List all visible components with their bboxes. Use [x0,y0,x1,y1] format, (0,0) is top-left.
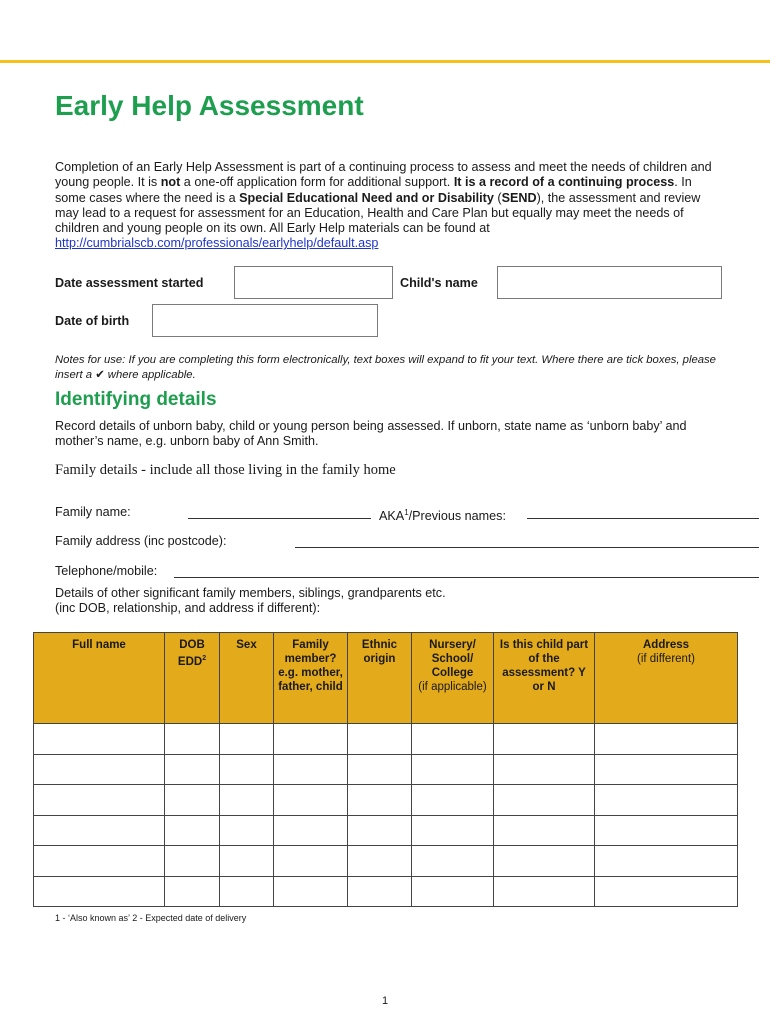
table-cell-input[interactable] [412,815,494,846]
table-cell-input[interactable] [348,846,412,877]
table-cell-input[interactable] [165,785,220,816]
family-name-input[interactable] [188,518,371,519]
table-cell-input[interactable] [348,754,412,785]
table-cell-input[interactable] [220,876,274,907]
table-cell-input[interactable] [165,724,220,755]
table-cell-input[interactable] [34,724,165,755]
table-cell-input[interactable] [595,785,738,816]
table-cell-input[interactable] [494,815,595,846]
identifying-details-heading: Identifying details [55,389,217,410]
table-cell-input[interactable] [34,815,165,846]
col-full-name: Full name [34,633,165,724]
table-cell-input[interactable] [165,876,220,907]
table-cell-input[interactable] [412,754,494,785]
table-cell-input[interactable] [494,846,595,877]
aka-label: AKA$^1$/Previous names: [379,508,506,524]
table-cell-input[interactable] [412,876,494,907]
table-cell-input[interactable] [595,815,738,846]
table-cell-input[interactable] [348,876,412,907]
table-cell-input[interactable] [220,785,274,816]
intro-paragraph: Completion of an Early Help Assessment is part of a continuing process to assess and meet the needs of children and young people. It is not a one-off application form for additional support. It is a record of a continuing process. In some cases where the need is a Special Educational Need and or Disability (SEND), the assessment and review may lead to a request for assessment for an Education, Health and Care Plan but equally may meet the needs of children and young people on its own. All Early Help materials can be found at http://cumbrialscb.com/professionals/earlyhelp/default.asp [55,160,712,251]
table-cell-input[interactable] [595,876,738,907]
date-started-input[interactable] [234,266,393,299]
table-cell-input[interactable] [412,785,494,816]
col-nursery-school: Nursery/ School/ College (if applicable) [412,633,494,724]
table-row [34,815,738,846]
table-header-row [34,633,738,724]
family-details-heading: Family details - include all those living in the family home [55,462,396,478]
footnote: 1 - ‘Also known as’ 2 - Expected date of delivery [55,913,247,923]
table-cell-input[interactable] [348,785,412,816]
table-cell-input[interactable] [220,724,274,755]
telephone-input[interactable] [174,577,759,578]
table-cell-input[interactable] [220,815,274,846]
dob-input[interactable] [152,304,378,337]
early-help-link[interactable]: http://cumbrialscb.com/professionals/earlyhelp/default.asp [55,236,379,251]
col-address: Address (if different) [595,633,738,724]
col-part-of-assessment: Is this child part of the assessment? Y or N [494,633,595,724]
table-cell-input[interactable] [494,724,595,755]
table-cell-input[interactable] [595,846,738,877]
table-cell-input[interactable] [494,876,595,907]
table-cell-input[interactable] [494,785,595,816]
table-cell-input[interactable] [595,724,738,755]
col-family-member: Family member? e.g. mother, father, child [274,633,348,724]
col-sex: Sex [220,633,274,724]
table-cell-input[interactable] [34,785,165,816]
identifying-description: Record details of unborn baby, child or young person being assessed. If unborn, state name as ‘unborn baby’ and mother’s name, e.g. unborn baby of Ann Smith. [55,419,687,449]
table-cell-input[interactable] [412,724,494,755]
telephone-label: Telephone/mobile: [55,564,158,578]
table-row [34,724,738,755]
aka-input[interactable] [527,518,759,519]
table-cell-input[interactable] [274,724,348,755]
table-cell-input[interactable] [165,846,220,877]
child-name-input[interactable] [497,266,722,299]
table-cell-input[interactable] [165,754,220,785]
table-cell-input[interactable] [595,754,738,785]
table-row [34,846,738,877]
table-cell-input[interactable] [274,876,348,907]
table-cell-input[interactable] [34,876,165,907]
table-row [34,785,738,816]
table-cell-input[interactable] [34,754,165,785]
page-number: 1 [381,995,389,1007]
col-ethnic-origin: Ethnic origin [348,633,412,724]
table-row [34,876,738,907]
family-address-input[interactable] [295,547,759,548]
table-cell-input[interactable] [34,846,165,877]
dob-label: Date of birth [55,314,130,328]
page-title: Early Help Assessment [55,90,364,121]
table-cell-input[interactable] [274,846,348,877]
family-name-label: Family name: [55,505,131,519]
family-address-label: Family address (inc postcode): [55,534,227,548]
other-members-line1: Details of other significant family members, siblings, grandparents etc. [55,586,446,600]
table-cell-input[interactable] [412,846,494,877]
other-members-line2: (inc DOB, relationship, and address if different): [55,601,321,615]
col-dob: DOB EDD$^2$ [165,633,220,724]
table-cell-input[interactable] [494,754,595,785]
child-name-label: Child's name [400,276,478,290]
table-cell-input[interactable] [165,815,220,846]
table-cell-input[interactable] [220,846,274,877]
notes-for-use: Notes for use: If you are completing this form electronically, text boxes will expand to fit your text. Where there are tick boxes, please insert a ✔ where applicable. [55,354,716,381]
table-row [34,754,738,785]
tick-icon: ✔ [95,369,105,381]
table-cell-input[interactable] [348,815,412,846]
table-cell-input[interactable] [274,785,348,816]
table-cell-input[interactable] [274,815,348,846]
top-accent-bar [0,60,770,63]
table-cell-input[interactable] [220,754,274,785]
date-started-label: Date assessment started [55,276,204,290]
table-cell-input[interactable] [274,754,348,785]
table-cell-input[interactable] [348,724,412,755]
family-members-table [33,632,738,907]
